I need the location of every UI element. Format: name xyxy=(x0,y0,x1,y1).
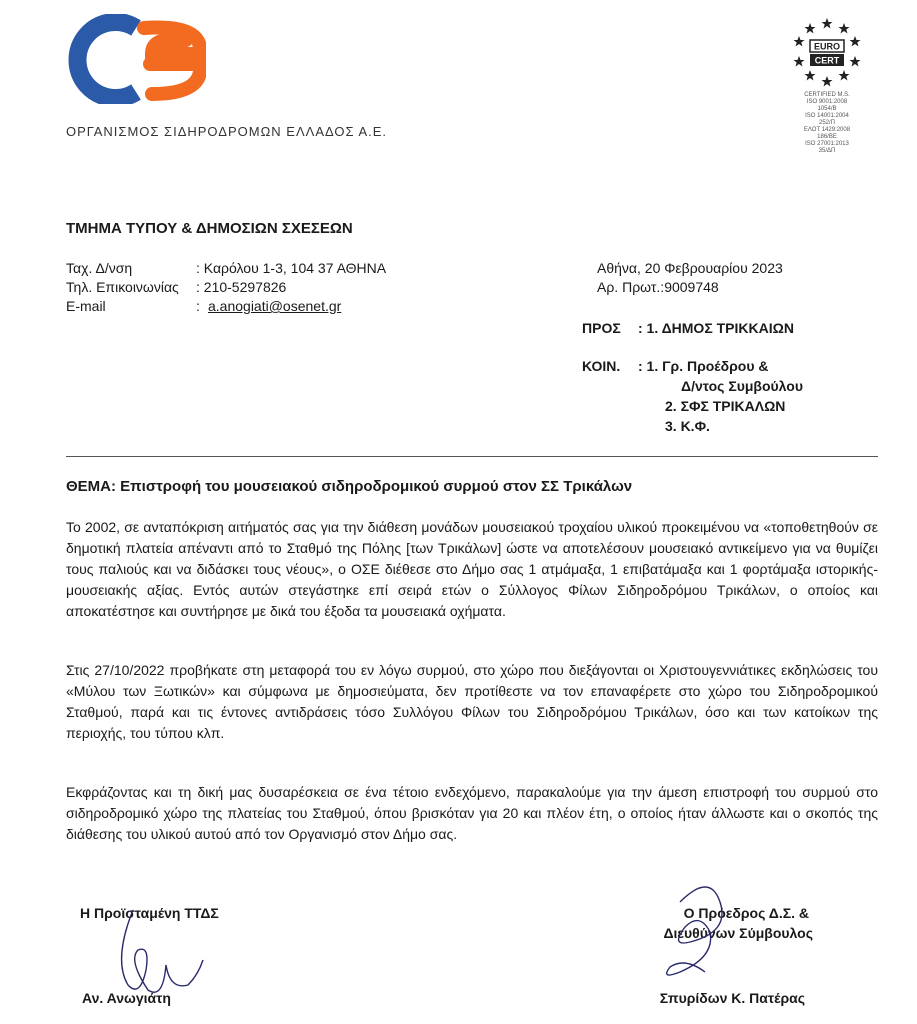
eurocert-logo xyxy=(786,16,868,92)
svg-text:EURO: EURO xyxy=(813,41,841,52)
svg-text:CERT: CERT xyxy=(814,55,840,66)
subject-line: ΘΕΜΑ: Επιστροφή του μουσειακού σιδηροδρομικού συρμού στον ΣΣ Τρικάλων xyxy=(66,478,633,495)
email-link[interactable]: a.anogiati@osenet.gr xyxy=(208,298,342,314)
left-signatory-title: Η Προϊσταμένη ΤΤΔΣ xyxy=(80,905,219,921)
cc-item-1b: Δ/ντος Συμβούλου xyxy=(681,378,803,394)
department-title: ΤΜΗΜΑ ΤΥΠΟΥ & ΔΗΜΟΣΙΩΝ ΣΧΕΣΕΩΝ xyxy=(66,220,353,237)
organization-name: ΟΡΓΑΝΙΣΜΟΣ ΣΙΔΗΡΟΔΡΟΜΩΝ ΕΛΛΑΔΟΣ Α.Ε. xyxy=(66,124,388,139)
email-colon: : xyxy=(196,298,200,314)
cert-line: CERTIFIED M.S. xyxy=(804,92,850,98)
to-value: : 1. ΔΗΜΟΣ ΤΡΙΚΚΑΙΩΝ xyxy=(638,320,794,336)
cert-line: ISO 9001:2008 xyxy=(806,99,848,105)
cert-line: 1054/Β xyxy=(817,106,837,112)
body-paragraph-1: Το 2002, σε ανταπόκριση αιτήματός σας για την διάθεση μονάδων μουσειακού τροχαίου υλικού προκειμένου να «τοποθετηθούν σε δημοτική πλατεία απέναντι από το Σταθμό της Πόλης [των Τρικάλων] ώστε να αποτελέσουν μουσειακό αντικείμενο για να θυμίζει τους παλιούς και να διδάσκει τους νέους», ο ΟΣΕ διέθεσε στο Δήμο σας 1 ατμάμαξα, 1 επιβατάμαξα και 1 φορτάμαξα ιστορικής-μουσειακής αξίας. Εντός αυτών στεγάστηκε επί σειρά ετών ο Σύλλογος Φίλων Σιδηροδρόμου Τρικάλων, ο οποίος και αποκατέστησε και συντήρησε με δικά του έξοδα τα μουσειακά οχήματα. xyxy=(66,519,878,619)
body-paragraph-3: Εκφράζοντας και τη δική μας δυσαρέσκεια σε ένα τέτοιο ενδεχόμενο, παρακαλούμε για την άμεση επιστροφή του συρμού στο σιδηροδρομικό χώρο της πλατείας του Σταθμού, όπου βρισκόταν για 20 και πλέον έτη, ο οποίος ήταν άλλωστε και ο σκοπός της διάθεσης του υλικού αυτού από τον Οργανισμό στον Δήμο σας. xyxy=(66,784,878,842)
ose-logo xyxy=(66,14,206,104)
divider xyxy=(66,456,878,457)
eurocert-badge xyxy=(786,16,868,166)
cert-line: ΕΛΟΤ 1429:2008 xyxy=(803,127,851,133)
cert-line: 35/ΔΠ xyxy=(818,148,836,154)
phone-label: Τηλ. Επικοινωνίας xyxy=(66,279,179,295)
cert-line: 186/ΒΕ xyxy=(817,134,837,140)
left-signatory-name: Αν. Ανωγιάτη xyxy=(82,990,171,1006)
cert-line: ISO 27001:2013 xyxy=(805,141,849,147)
right-signatory-title-2: Διευθύνων Σύμβουλος xyxy=(663,925,813,941)
cc-item-2: 2. ΣΦΣ ΤΡΙΚΑΛΩΝ xyxy=(665,398,786,414)
email-label: E-mail xyxy=(66,298,106,314)
cert-line: ISO 14001:2004 xyxy=(805,113,849,119)
cc-label: ΚΟΙΝ. xyxy=(582,358,621,374)
to-label: ΠΡΟΣ xyxy=(582,320,621,336)
document-date: Αθήνα, 20 Φεβρουαρίου 2023 xyxy=(597,260,783,276)
body-paragraph-2: Στις 27/10/2022 προβήκατε στη μεταφορά του εν λόγω συρμού, στο χώρο που διεξάγονται οι Χριστουγεννιάτικες εκδηλώσεις του «Μύλου των Ξωτικών» και σύμφωνα με δημοσιεύματα, δεν προτίθεστε να τον επαναφέρετε στο χώρο του Σιδηροδρομικού Σταθμού, παρά και τις έντονες αντιδράσεις τόσο Συλλόγου Φίλων του Σιδηροδρόμου Τρικάλων, όσο και των κατοίκων της περιοχής, του τύπου κλπ. xyxy=(66,662,878,741)
right-signatory-title-1: Ο Πρόεδρος Δ.Σ. & xyxy=(683,905,809,921)
address-label: Ταχ. Δ/νση xyxy=(66,260,133,276)
phone-value: : 210-5297826 xyxy=(196,279,287,295)
cert-line: 252/Π xyxy=(818,120,835,126)
cc-item-1a: : 1. Γρ. Προέδρου & xyxy=(638,358,769,374)
right-signatory-name: Σπυρίδων Κ. Πατέρας xyxy=(659,990,805,1006)
protocol-number: Αρ. Πρωτ.:9009748 xyxy=(597,279,719,295)
address-value: : Καρόλου 1-3, 104 37 ΑΘΗΝΑ xyxy=(196,260,387,276)
cc-item-3: 3. Κ.Φ. xyxy=(665,418,710,434)
